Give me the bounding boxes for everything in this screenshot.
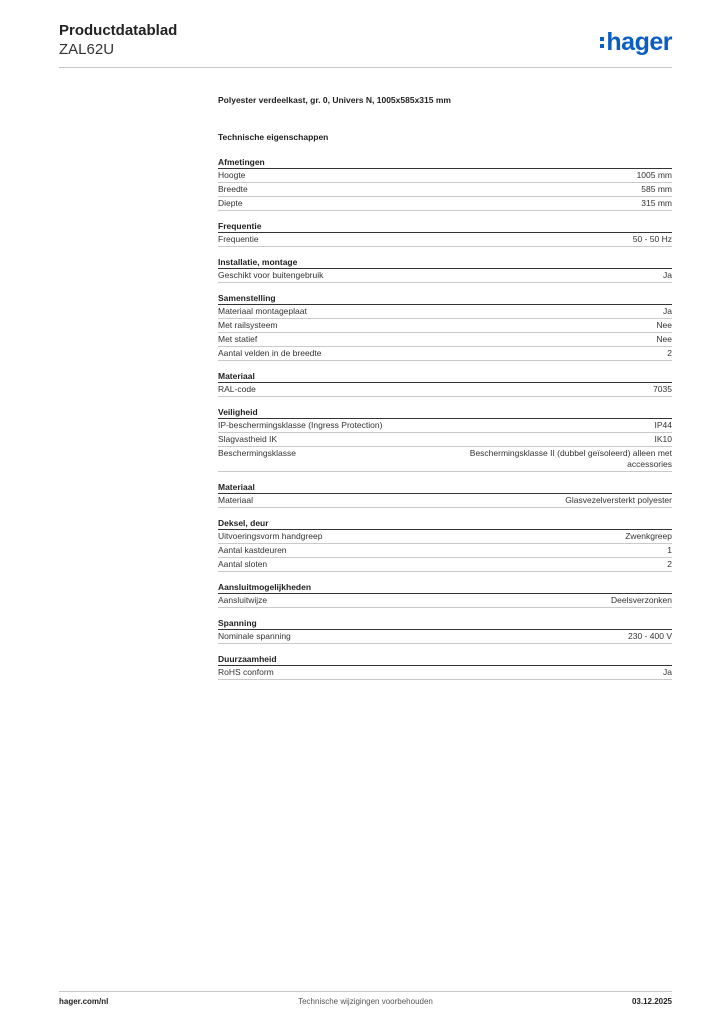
spec-value: Nee: [656, 334, 672, 344]
spec-label: RoHS conform: [218, 667, 274, 677]
footer-disclaimer: Technische wijzigingen voorbehouden: [298, 997, 433, 1006]
spec-row: [218, 419, 672, 433]
spec-row: [218, 544, 672, 558]
spec-label: Geschikt voor buitengebruik: [218, 270, 324, 280]
spec-row: [218, 333, 672, 347]
header-divider: [59, 67, 672, 68]
spec-label: Aansluitwijze: [218, 595, 268, 605]
spec-row: [218, 433, 672, 447]
footer-date: 03.12.2025: [631, 997, 672, 1006]
spec-row: [218, 594, 672, 608]
hager-logo: [600, 28, 672, 57]
spec-section: [218, 370, 672, 397]
spec-label: Materiaal montageplaat: [218, 306, 307, 316]
section-title: Duurzaamheid: [218, 653, 672, 666]
spec-row: [218, 383, 672, 397]
logo-colon-icon: [600, 35, 604, 49]
page-footer: [59, 997, 672, 1011]
spec-value: 7035: [653, 384, 672, 394]
spec-value: 315 mm: [641, 198, 672, 208]
spec-value: 2: [667, 348, 672, 358]
spec-row: [218, 269, 672, 283]
spec-value: IP44: [654, 420, 672, 430]
spec-section: [218, 292, 672, 361]
spec-row: [218, 305, 672, 319]
spec-label: RAL-code: [218, 384, 256, 394]
spec-value: Nee: [656, 320, 672, 330]
technical-properties-heading: Technische eigenschappen: [218, 132, 329, 142]
spec-section: [218, 517, 672, 572]
product-code: ZAL62U: [59, 41, 115, 58]
spec-label: Aantal velden in de breedte: [218, 348, 322, 358]
spec-value: IK10: [654, 434, 672, 444]
spec-row: [218, 319, 672, 333]
spec-label: Diepte: [218, 198, 243, 208]
spec-section: [218, 156, 672, 211]
spec-value: Glasvezelversterkt polyester: [565, 495, 672, 505]
spec-label: Breedte: [218, 184, 248, 194]
spec-section: [218, 220, 672, 247]
spec-label: Slagvastheid IK: [218, 434, 278, 444]
spec-row: [218, 197, 672, 211]
spec-label: Aantal sloten: [218, 559, 268, 569]
spec-row: [218, 233, 672, 247]
spec-section: [218, 617, 672, 644]
spec-value: Zwenkgreep: [625, 531, 672, 541]
spec-row: [218, 183, 672, 197]
spec-label: IP-beschermingsklasse (Ingress Protection): [218, 420, 383, 430]
section-title: Spanning: [218, 617, 672, 630]
spec-value: 230 - 400 V: [628, 631, 672, 641]
spec-label: Nominale spanning: [218, 631, 291, 641]
section-title: Materiaal: [218, 370, 672, 383]
section-title: Afmetingen: [218, 156, 672, 169]
spec-row: [218, 666, 672, 680]
section-title: Veiligheid: [218, 406, 672, 419]
footer-website: hager.com/nl: [59, 997, 109, 1006]
spec-label: Aantal kastdeuren: [218, 545, 287, 555]
spec-value: 1: [667, 545, 672, 555]
section-title: Aansluitmogelijkheden: [218, 581, 672, 594]
spec-label: Hoogte: [218, 170, 246, 180]
section-title: Samenstelling: [218, 292, 672, 305]
spec-value: 2: [667, 559, 672, 569]
document-title: Productdatablad: [59, 22, 178, 39]
page-header: [59, 22, 672, 70]
spec-label: Beschermingsklasse: [218, 448, 296, 458]
spec-label: Met statief: [218, 334, 258, 344]
spec-row: [218, 494, 672, 508]
spec-value: 585 mm: [641, 184, 672, 194]
spec-value: Ja: [663, 306, 672, 316]
section-title: Materiaal: [218, 481, 672, 494]
spec-label: Met railsysteem: [218, 320, 278, 330]
spec-section: [218, 581, 672, 608]
spec-value: 50 - 50 Hz: [632, 234, 672, 244]
logo-text: hager: [606, 28, 672, 56]
footer-divider: [59, 991, 672, 992]
spec-section: [218, 406, 672, 472]
section-title: Frequentie: [218, 220, 672, 233]
spec-label: Uitvoeringsvorm handgreep: [218, 531, 323, 541]
spec-row: [218, 530, 672, 544]
spec-value: Deelsverzonken: [611, 595, 672, 605]
spec-value: Ja: [663, 667, 672, 677]
main-content: [218, 95, 672, 680]
spec-sections: [218, 156, 672, 680]
spec-value: 1005 mm: [636, 170, 672, 180]
spec-row: [218, 447, 672, 472]
spec-row: [218, 558, 672, 572]
spec-section: [218, 256, 672, 283]
spec-section: [218, 653, 672, 680]
section-title: Deksel, deur: [218, 517, 672, 530]
spec-value: Beschermingsklasse II (dubbel geïsoleerd) alleen met accessories: [469, 448, 672, 469]
spec-label: Frequentie: [218, 234, 259, 244]
spec-row: [218, 169, 672, 183]
spec-section: [218, 481, 672, 508]
spec-row: [218, 630, 672, 644]
spec-row: [218, 347, 672, 361]
spec-label: Materiaal: [218, 495, 253, 505]
spec-value: Ja: [663, 270, 672, 280]
product-description: Polyester verdeelkast, gr. 0, Univers N, 1005x585x315 mm: [218, 95, 451, 105]
section-title: Installatie, montage: [218, 256, 672, 269]
